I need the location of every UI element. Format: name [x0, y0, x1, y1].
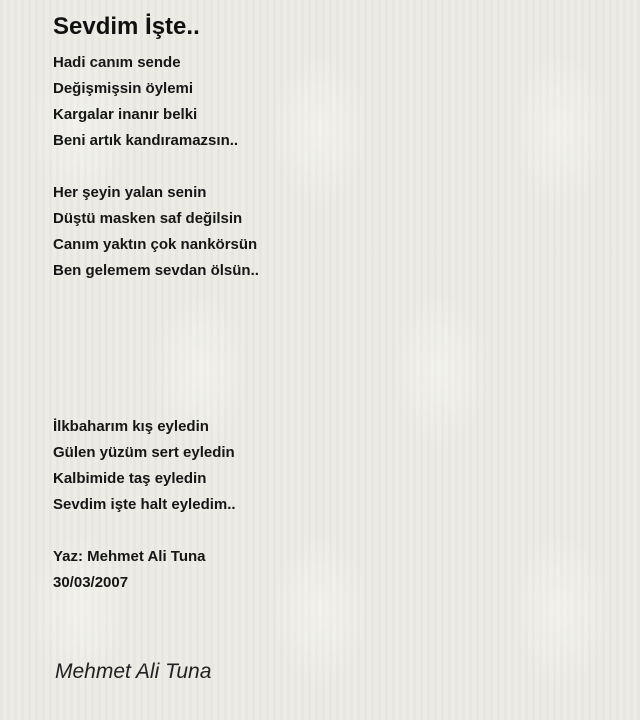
poem-line: Canım yaktın çok nankörsün — [53, 236, 258, 253]
author-signature: Mehmet Ali Tuna — [55, 660, 212, 683]
stanza-spacer — [53, 154, 613, 180]
poem-line: Ben gelemem sevdan ölsün.. — [53, 262, 259, 279]
poem-line: Kalbimide taş eyledin — [53, 470, 207, 487]
poem-date: 30/03/2007 — [53, 574, 129, 591]
stanza-1 — [53, 50, 613, 154]
poem-line: Düştü masken saf değilsin — [53, 210, 243, 227]
poem-line: Sevdim işte halt eyledim.. — [53, 496, 236, 513]
poem-line: Beni artık kandıramazsın.. — [53, 132, 239, 149]
author-credit: Yaz: Mehmet Ali Tuna — [53, 548, 206, 565]
stanza-spacer — [53, 518, 613, 544]
poem-line: İlkbaharım kış eyledin — [53, 418, 209, 435]
poem-title: Sevdim İşte.. — [53, 13, 200, 40]
stanza-spacer — [53, 284, 613, 414]
poem-line: Hadi canım sende — [53, 54, 181, 71]
poem-page — [53, 10, 613, 596]
poem-line: Kargalar inanır belki — [53, 106, 198, 123]
poem-line: Her şeyin yalan senin — [53, 184, 207, 201]
poem-line: Değişmişsin öylemi — [53, 80, 194, 97]
poem-credit — [53, 544, 613, 596]
stanza-3 — [53, 414, 613, 518]
stanza-2 — [53, 180, 613, 284]
poem-line: Gülen yüzüm sert eyledin — [53, 444, 235, 461]
